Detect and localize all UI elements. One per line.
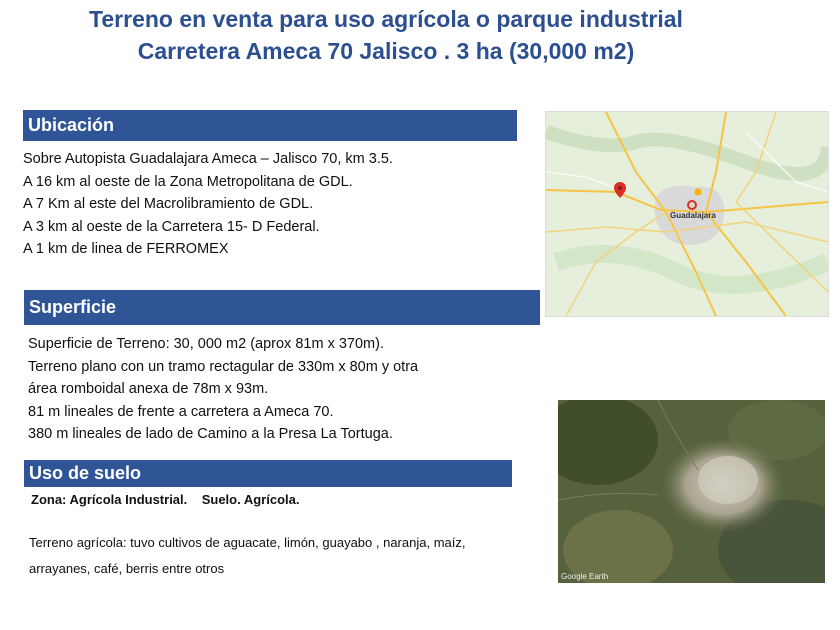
- ubicacion-line: A 7 Km al este del Macrolibramiento de GDL.: [23, 196, 314, 212]
- page-title-line-1: Terreno en venta para uso agrícola o parque industrial: [89, 6, 683, 32]
- ubicacion-heading: Ubicación: [23, 110, 517, 141]
- satellite-graphic: [558, 400, 825, 583]
- agricola-line: Terreno agrícola: tuvo cultivos de aguacate, limón, guayabo , naranja, maíz,: [29, 535, 466, 550]
- superficie-line: 380 m lineales de lado de Camino a la Presa La Tortuga.: [28, 426, 393, 442]
- ubicacion-line: Sobre Autopista Guadalajara Ameca – Jalisco 70, km 3.5.: [23, 151, 393, 167]
- page-title-line-2: Carretera Ameca 70 Jalisco . 3 ha (30,000 m2): [137, 38, 635, 64]
- ubicacion-line: A 1 km de linea de FERROMEX: [23, 241, 229, 257]
- ubicacion-line: A 3 km al oeste de la Carretera 15- D Federal.: [23, 218, 320, 235]
- superficie-body: [28, 333, 418, 446]
- map-graphic: [546, 112, 828, 316]
- agricola-text: [29, 530, 465, 582]
- agricola-line: arrayanes, café, berris entre otros: [29, 561, 225, 576]
- superficie-line: Terreno plano con un tramo rectagular de 330m x 80m y otra: [28, 358, 419, 375]
- location-map: [545, 111, 829, 317]
- ubicacion-line: A 16 km al oeste de la Zona Metropolitana de GDL.: [23, 173, 353, 190]
- satellite-credit: Google Earth: [561, 572, 609, 581]
- superficie-heading: Superficie: [24, 290, 540, 325]
- superficie-line: Superficie de Terreno: 30, 000 m2 (aprox 81m x 370m).: [28, 336, 384, 352]
- uso-suelo-heading: Uso de suelo: [24, 460, 512, 487]
- zona-text: Zona: Agrícola Industrial. Suelo. Agrícola.: [31, 492, 300, 507]
- satellite-image: [558, 400, 825, 583]
- superficie-line: área romboidal anexa de 78m x 93m.: [28, 381, 269, 397]
- ubicacion-body: [23, 148, 393, 261]
- superficie-line: 81 m lineales de frente a carretera a Ameca 70.: [28, 403, 334, 420]
- map-city-label: Guadalajara: [670, 211, 716, 220]
